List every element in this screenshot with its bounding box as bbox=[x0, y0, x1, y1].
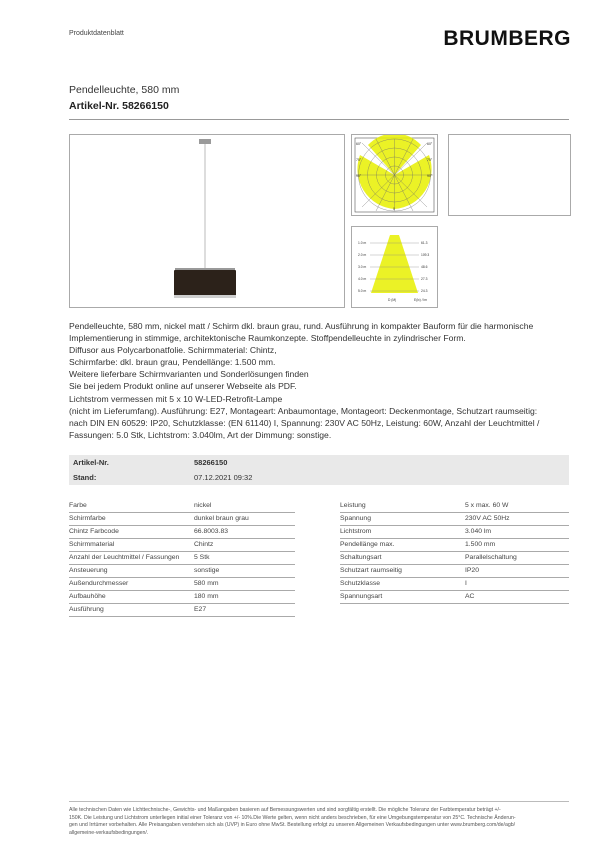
polar-label: 75° bbox=[427, 158, 433, 162]
spec-value: I bbox=[465, 580, 467, 587]
spec-label: Ausführung bbox=[69, 606, 104, 613]
date-value: 07.12.2021 09:32 bbox=[194, 473, 253, 482]
article-number-heading: Artikel-Nr. 58266150 bbox=[69, 100, 169, 112]
spec-row bbox=[340, 565, 569, 578]
spec-label: Schaltungsart bbox=[340, 554, 382, 561]
cone-axis-label: D (M) bbox=[388, 298, 397, 302]
footer-line: 150K. Die Leistung und Lichtstrom unterliegen initial einer Toleranz von +/- 10%.Die Werte gelten, wenn nicht anders beschrieben, für eine Umgebungstemperatur von 25°C. Technische Änderun- bbox=[69, 814, 516, 821]
spec-value: IP20 bbox=[465, 567, 479, 574]
description-line: Diffusor aus Polycarbonatfolie. Schirmmaterial: Chintz, bbox=[69, 345, 277, 356]
document-type-label: Produktdatenblatt bbox=[69, 30, 124, 37]
spec-row bbox=[69, 513, 295, 526]
spec-row bbox=[69, 565, 295, 578]
brand-logo: BRUMBERG bbox=[443, 27, 571, 50]
product-title: Pendelleuchte, 580 mm bbox=[69, 84, 180, 96]
spec-value: 66.8003.83 bbox=[194, 528, 229, 535]
footer-divider bbox=[69, 801, 569, 802]
spec-value: 5 x max. 60 W bbox=[465, 502, 509, 509]
spec-row bbox=[340, 500, 569, 513]
description-line: (nicht im Lieferumfang). Ausführung: E27, Montageart: Anbaumontage, Montageort: Deckenmontage, Schutzart raumseitig: bbox=[69, 405, 538, 416]
polar-label: 90° bbox=[356, 174, 362, 178]
lamp-diffuser bbox=[174, 295, 236, 298]
light-cone bbox=[371, 235, 418, 293]
product-image bbox=[69, 134, 345, 308]
spec-value: Parallelschaltung bbox=[465, 554, 517, 561]
polar-light-distribution-diagram bbox=[351, 134, 438, 216]
polar-label: 60° bbox=[356, 142, 362, 146]
description-line: Lichtstrom vermessen mit 5 x 10 W-LED-Retrofit-Lampe bbox=[69, 393, 283, 404]
legal-footer bbox=[69, 807, 574, 837]
ceiling-canopy bbox=[199, 139, 211, 144]
header-divider bbox=[69, 119, 569, 120]
spec-row bbox=[69, 578, 295, 591]
spec-value: 230V AC 50Hz bbox=[465, 515, 510, 522]
spec-label: Spannungsart bbox=[340, 593, 383, 600]
polar-scale-label: 0 bbox=[393, 207, 395, 211]
spec-value: nickel bbox=[194, 502, 212, 509]
lux-label: 109.3 bbox=[421, 253, 430, 257]
spec-label: Außendurchmesser bbox=[69, 580, 129, 587]
description-line: Fassungen: 5.0 Stk, Lichtstrom: 3.040lm, Art der Dimmung: sonstige. bbox=[69, 429, 332, 440]
spec-row bbox=[340, 526, 569, 539]
spec-value: 3.040 lm bbox=[465, 528, 492, 535]
description-line: Weitere lieferbare Schirmvarianten und Sonderlösungen finden bbox=[69, 369, 309, 380]
spec-row bbox=[69, 604, 295, 617]
spec-row bbox=[69, 552, 295, 565]
distance-label: 1.0 m bbox=[358, 241, 367, 245]
distance-label: 5.0 m bbox=[358, 289, 367, 293]
article-number-value: 58266150 bbox=[194, 458, 228, 467]
spec-label: Anzahl der Leuchtmittel / Fassungen bbox=[69, 554, 180, 561]
spec-value: 5 Stk bbox=[194, 554, 210, 561]
spec-label: Schirmfarbe bbox=[69, 515, 106, 522]
polar-label: 60° bbox=[427, 142, 433, 146]
spec-row bbox=[69, 526, 295, 539]
article-info-bar bbox=[69, 455, 569, 485]
spec-value: Chintz bbox=[194, 541, 214, 548]
article-number-label: Artikel-Nr. bbox=[73, 458, 109, 467]
spec-row bbox=[340, 591, 569, 604]
lamp-shade bbox=[174, 270, 236, 298]
polar-label: 90° bbox=[427, 174, 433, 178]
spec-row bbox=[69, 591, 295, 604]
description-line: Sie bei jedem Produkt online auf unserer Webseite als PDF. bbox=[69, 381, 297, 392]
description-line: Pendelleuchte, 580 mm, nickel matt / Schirm dkl. braun grau, rund. Ausführung in kompakter Bauform für die harmonische bbox=[69, 321, 534, 331]
spec-value: sonstige bbox=[194, 567, 220, 574]
cone-axis-label: E(lx) / lm bbox=[414, 298, 428, 302]
spec-row bbox=[340, 578, 569, 591]
lux-label: 24.3 bbox=[421, 289, 428, 293]
spec-label: Leistung bbox=[340, 502, 366, 509]
spec-label: Lichtstrom bbox=[340, 528, 372, 535]
description-line: Schirmfarbe: dkl. braun grau, Pendellänge: 1.500 mm. bbox=[69, 357, 276, 368]
pendant-lamp-illustration bbox=[70, 135, 344, 307]
spec-label: Schirmmaterial bbox=[69, 541, 115, 548]
distance-label: 2.0 m bbox=[358, 253, 367, 257]
spec-row bbox=[340, 552, 569, 565]
spec-value: E27 bbox=[194, 606, 207, 613]
spec-row bbox=[69, 539, 295, 552]
lux-label: 61.3 bbox=[421, 241, 428, 245]
spec-label: Chintz Farbcode bbox=[69, 528, 119, 535]
spec-label: Ansteuerung bbox=[69, 567, 108, 574]
distance-label: 3.0 m bbox=[358, 265, 367, 269]
spec-label: Aufbauhöhe bbox=[69, 593, 106, 600]
description-line: Implementierung in stimmige, architektonische Raumkonzepte. Stoffpendelleuchte in zylindrischer Form. bbox=[69, 333, 466, 344]
lux-label: 48.6 bbox=[421, 265, 428, 269]
spec-value: 180 mm bbox=[194, 593, 219, 600]
spec-label: Schutzklasse bbox=[340, 580, 381, 587]
spec-value: dunkel braun grau bbox=[194, 515, 249, 522]
spec-value: 580 mm bbox=[194, 580, 219, 587]
spec-row bbox=[69, 500, 295, 513]
lux-label: 27.3 bbox=[421, 277, 428, 281]
spec-label: Pendellänge max. bbox=[340, 541, 395, 548]
spec-value: 1.500 mm bbox=[465, 541, 496, 548]
spec-row bbox=[340, 513, 569, 526]
date-label: Stand: bbox=[73, 473, 97, 482]
description-line: nach DIN EN 60529: IP20, Schutzklasse: (EN 61140) I, Spannung: 230V AC 50Hz, Leistung: 60W, Anzahl der Leuchtmittel / bbox=[69, 417, 540, 428]
light-cone-diagram bbox=[351, 226, 438, 308]
footer-line: gen und Irrtümer vorbehalten. Alle Preisangaben verstehen sich als (UVP) in Euro ohne MwSt. Bestellung erfolgt zu unseren Allgemeinen Verkaufsbedingungen unter www.brumberg.com/de/agb/ bbox=[69, 822, 516, 829]
spec-row bbox=[340, 539, 569, 552]
spec-label: Farbe bbox=[69, 502, 87, 509]
spec-label: Spannung bbox=[340, 515, 371, 522]
polar-label: 75° bbox=[356, 158, 362, 162]
footer-line: allgemeine-verkaufsbedingungen/. bbox=[69, 829, 149, 836]
distance-label: 4.0 m bbox=[358, 277, 367, 281]
energy-label-box bbox=[448, 134, 571, 216]
footer-line: Alle technischen Daten wie Lichttechnische-, Gewichts- und Maßangaben basieren auf Bemessungswerten und sind sorgfältig erstellt. Die mögliche Toleranz der Farbtemperatur beträgt +/- bbox=[69, 807, 501, 813]
spec-value: AC bbox=[465, 593, 475, 600]
product-description bbox=[69, 320, 574, 441]
spec-label: Schutzart raumseitig bbox=[340, 567, 402, 574]
